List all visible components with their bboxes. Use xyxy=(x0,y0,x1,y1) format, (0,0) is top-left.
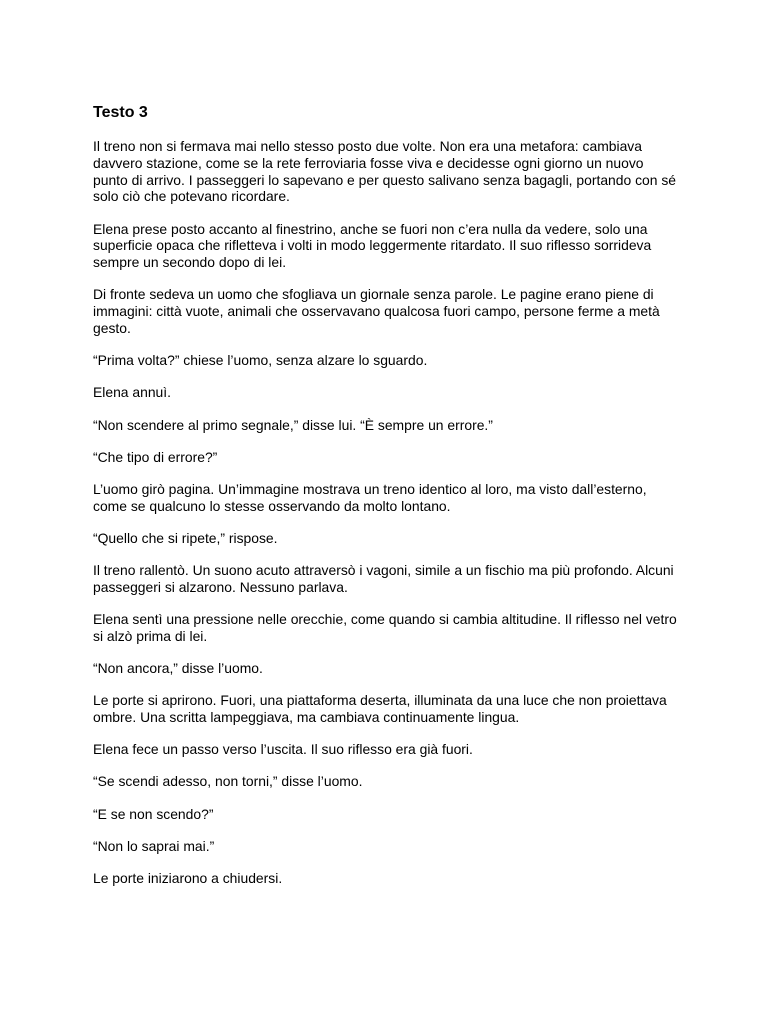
paragraph: “Che tipo di errore?” xyxy=(93,448,218,465)
paragraph: Elena annuì. xyxy=(93,384,172,401)
paragraph: Elena fece un passo verso l’uscita. Il suo riflesso era già fuori. xyxy=(93,741,473,758)
paragraph: “Quello che si ripete,” rispose. xyxy=(93,529,278,546)
paragraph: Il treno rallentò. Un suono acuto attraversò i vagoni, simile a un fischio ma più profondo. Alcuni passeggeri si alzarono. Nessuno parlava. xyxy=(93,562,674,595)
paragraph: “Non scendere al primo segnale,” disse lui. “È sempre un errore.” xyxy=(93,416,493,433)
paragraph: “Prima volta?” chiese l’uomo, senza alzare lo sguardo. xyxy=(93,352,428,369)
paragraph: “Se scendi adesso, non torni,” disse l’uomo. xyxy=(93,773,363,790)
paragraph: L’uomo girò pagina. Un’immagine mostrava un treno identico al loro, ma visto dall’esterno, come se qualcuno lo stesse osservando da molto lontano. xyxy=(93,480,647,514)
paragraph: Il treno non si fermava mai nello stesso posto due volte. Non era una metafora: cambiava davvero stazione, come se la rete ferroviaria fosse viva e decidesse ogni giorno un nuovo punto di arrivo. I passeggeri lo sapevano e per questo salivano senza bagagli, portando con sé solo ciò che potevano ricordare. xyxy=(93,138,677,205)
paragraph: Elena prese posto accanto al finestrino, anche se fuori non c’era nulla da vedere, solo una superficie opaca che rifletteva i volti in modo leggermente ritardato. Il suo riflesso sorrideva sempre un secondo dopo di lei. xyxy=(93,220,652,271)
document-body xyxy=(93,138,677,902)
paragraph: Elena sentì una pressione nelle orecchie, come quando si cambia altitudine. Il riflesso nel vetro si alzò prima di lei. xyxy=(93,611,677,644)
paragraph: Le porte iniziarono a chiudersi. xyxy=(93,869,283,886)
paragraph: “Non lo saprai mai.” xyxy=(93,837,215,854)
paragraph: Le porte si aprirono. Fuori, una piattaforma deserta, illuminata da una luce che non proiettava ombre. Una scritta lampeggiava, ma cambiava continuamente lingua. xyxy=(93,692,667,726)
paragraph: “Non ancora,” disse l’uomo. xyxy=(93,660,263,677)
paragraph: Di fronte sedeva un uomo che sfogliava un giornale senza parole. Le pagine erano piene di immagini: città vuote, animali che osservavano qualcosa fuori campo, persone ferme a metà gesto. xyxy=(93,286,660,336)
paragraph: “E se non scendo?” xyxy=(93,805,214,822)
document-title: Testo 3 xyxy=(93,104,148,121)
